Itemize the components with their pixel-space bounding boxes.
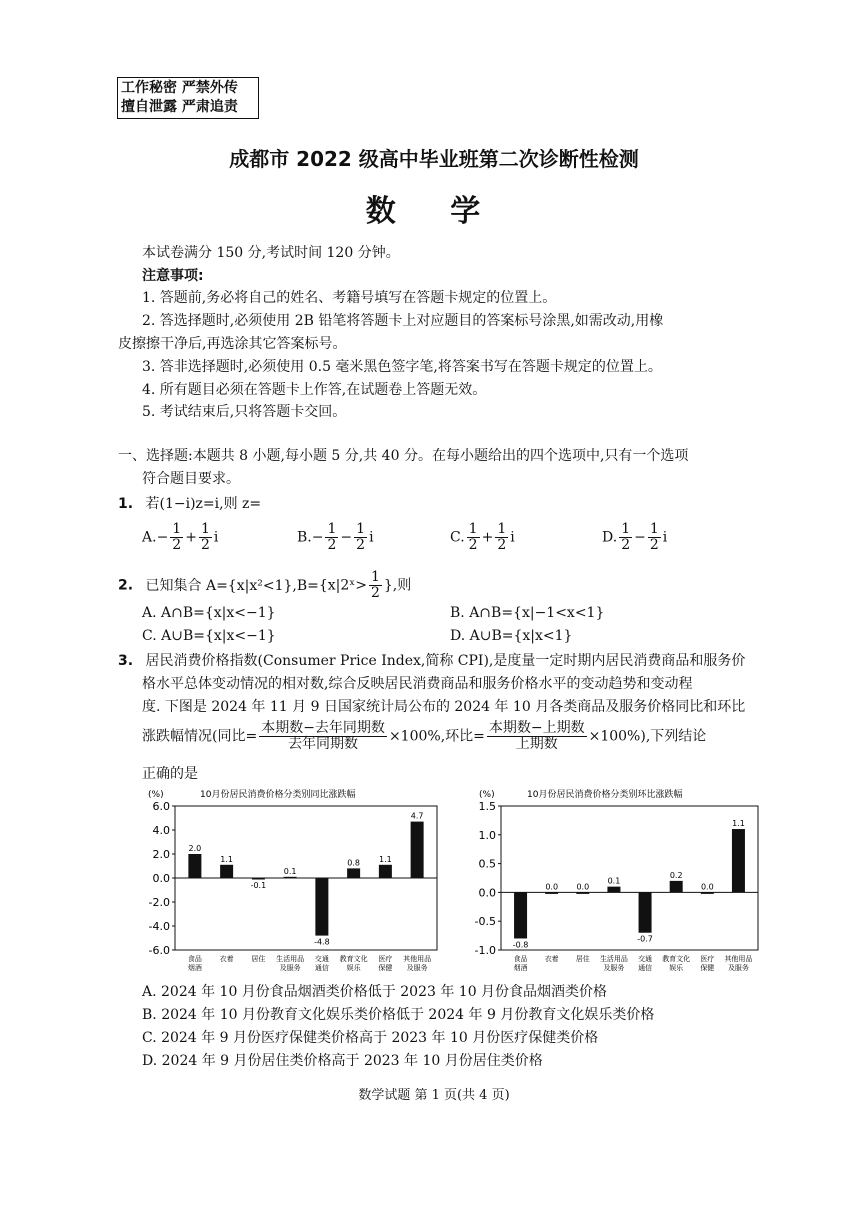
notice-item-4: 4. 所有题目必须在答题卡上作答,在试题卷上答题无效。 bbox=[142, 382, 487, 398]
bar bbox=[220, 865, 233, 878]
category-label: 及服务 bbox=[727, 964, 749, 972]
confidential-stamp bbox=[117, 77, 259, 119]
q1-option-b[interactable] bbox=[297, 522, 374, 553]
bar-value-label: -0.1 bbox=[250, 881, 267, 891]
category-label: 居住 bbox=[575, 955, 590, 963]
category-label: 衣着 bbox=[219, 955, 234, 963]
bar-value-label: 0.8 bbox=[347, 858, 360, 868]
category-label: 居住 bbox=[251, 955, 266, 963]
bar bbox=[670, 881, 683, 893]
y-tick-label: 1.0 bbox=[478, 828, 496, 842]
category-label: 生活用品 bbox=[276, 955, 305, 963]
bar bbox=[701, 892, 714, 894]
chart-title: 10月份居民消费价格分类别同比涨跌幅 bbox=[200, 790, 356, 800]
category-label: 保健 bbox=[378, 964, 393, 972]
text: ×100%,环比= bbox=[388, 728, 485, 745]
category-label: 及服务 bbox=[603, 964, 625, 972]
bar bbox=[411, 822, 424, 878]
stamp-line-2: 擅自泄露 严肃追责 bbox=[121, 99, 238, 115]
question-stem-end: },则 bbox=[383, 577, 412, 594]
bar-value-label: 0.0 bbox=[700, 882, 714, 892]
y-tick-label: 2.0 bbox=[152, 848, 170, 861]
page-footer: 数学试题 第 1 页(共 4 页) bbox=[358, 1088, 510, 1103]
yoy-bar-chart bbox=[140, 786, 445, 976]
notice-title: 注意事项: bbox=[142, 268, 204, 284]
sign: − bbox=[156, 529, 169, 546]
y-tick-label: -6.0 bbox=[148, 944, 170, 957]
imaginary-unit: i bbox=[662, 529, 668, 546]
y-tick-label: 1.5 bbox=[478, 800, 496, 813]
bar bbox=[545, 892, 558, 894]
question-3 bbox=[118, 651, 745, 671]
y-tick-label: -4.0 bbox=[148, 920, 170, 933]
fraction: $\frac{1}{2}$ bbox=[356, 521, 366, 553]
bar-value-label: -4.8 bbox=[314, 937, 330, 947]
fraction: $\frac{1}{2}$ bbox=[200, 521, 210, 553]
question-text-4 bbox=[142, 721, 706, 752]
bar bbox=[252, 878, 265, 880]
category-label: 娱乐 bbox=[669, 964, 684, 972]
q1-option-a[interactable] bbox=[142, 522, 218, 553]
category-label: 烟酒 bbox=[187, 964, 202, 972]
category-label: 通信 bbox=[638, 964, 653, 972]
option-label: A. bbox=[142, 529, 157, 546]
mom-bar-chart bbox=[465, 786, 765, 976]
bar bbox=[576, 892, 589, 894]
bar bbox=[379, 865, 392, 878]
plot-frame bbox=[501, 806, 758, 950]
y-tick-label: -0.5 bbox=[474, 915, 496, 929]
exam-title: 成都市 2022 级高中毕业班第二次诊断性检测 bbox=[229, 147, 639, 171]
category-label: 其他用品 bbox=[724, 955, 753, 963]
y-tick-label: 4.0 bbox=[152, 824, 170, 837]
fraction: $\frac{1}{2}$ bbox=[327, 521, 337, 553]
notice-item-1: 1. 答题前,务必将自己的姓名、考籍号填写在答题卡规定的位置上。 bbox=[142, 290, 557, 306]
subject-title: 数 学 bbox=[365, 194, 503, 229]
bar-value-label: 0.0 bbox=[545, 882, 559, 892]
option-label: D. bbox=[602, 529, 618, 546]
q2-option-a[interactable]: A. A∩B={x|x<−1} bbox=[142, 605, 276, 621]
y-tick-label: 6.0 bbox=[152, 800, 170, 813]
question-number: 1. bbox=[118, 496, 134, 512]
bar-value-label: -0.7 bbox=[637, 934, 653, 944]
section-heading-2: 符合题目要求。 bbox=[142, 471, 240, 487]
bar bbox=[315, 878, 328, 936]
notice-item-2a: 2. 答选择题时,必须使用 2B 铅笔将答题卡上对应题目的答案标号涂黑,如需改动,用橡 bbox=[142, 313, 664, 329]
question-number: 3. bbox=[118, 653, 134, 669]
category-label: 食品 bbox=[513, 955, 528, 963]
bar bbox=[514, 892, 527, 938]
option-label: B. bbox=[297, 529, 312, 546]
category-label: 衣着 bbox=[544, 955, 559, 963]
chart-unit: (%) bbox=[479, 790, 495, 800]
bar bbox=[188, 854, 201, 878]
category-label: 其他用品 bbox=[403, 955, 432, 963]
bar-value-label: 0.2 bbox=[669, 870, 683, 880]
bar bbox=[607, 887, 620, 893]
notice-item-2b: 皮擦擦干净后,再选涂其它答案标号。 bbox=[118, 336, 347, 352]
y-tick-label: -1.0 bbox=[474, 944, 496, 957]
bar-value-label: 0.0 bbox=[576, 882, 590, 892]
bar-value-label: 1.1 bbox=[379, 854, 392, 864]
category-label: 及服务 bbox=[406, 964, 428, 972]
q3-option-c[interactable]: C. 2024 年 9 月份医疗保健类价格高于 2023 年 10 月份医疗保健类价格 bbox=[142, 1030, 599, 1046]
y-tick-label: 0.5 bbox=[478, 857, 496, 871]
sign: − bbox=[340, 529, 353, 546]
y-tick-label: 0.0 bbox=[478, 886, 496, 900]
fraction-yoy: $\frac{\text{本期数−去年同期数}}{\text{去年同期数}}$ bbox=[261, 720, 385, 752]
sign: + bbox=[481, 529, 494, 546]
q2-option-b[interactable]: B. A∩B={x|−1<x<1} bbox=[450, 605, 605, 621]
bar-value-label: 0.1 bbox=[283, 866, 297, 876]
category-label: 交通 bbox=[314, 955, 329, 963]
fraction: $\frac{1}{2}$ bbox=[649, 521, 659, 553]
fraction: $\frac{1}{2}$ bbox=[172, 521, 182, 553]
sign: + bbox=[185, 529, 197, 546]
y-tick-label: 0.0 bbox=[152, 872, 170, 885]
fraction: $\frac{1}{2}$ bbox=[370, 569, 380, 601]
question-text-2: 格水平总体变动情况的相对数,综合反映居民消费商品和服务价格水平的变动趋势和变动程 bbox=[142, 676, 693, 692]
bar-value-label: 4.7 bbox=[410, 811, 424, 821]
bar bbox=[347, 868, 360, 878]
category-label: 通信 bbox=[314, 964, 329, 972]
fraction: $\frac{1}{2}$ bbox=[468, 521, 478, 553]
category-label: 烟酒 bbox=[513, 964, 528, 972]
text: 涨跌幅情况(同比= bbox=[142, 728, 258, 745]
text: ×100%),下列结论 bbox=[588, 728, 707, 745]
q1-option-d[interactable] bbox=[602, 522, 667, 553]
imaginary-unit: i bbox=[369, 529, 374, 546]
bar bbox=[639, 892, 652, 932]
question-text-3: 度. 下图是 2024 年 11 月 9 日国家统计局公布的 2024 年 10 月各类商品及服务价格同比和环比 bbox=[142, 699, 746, 715]
question-1 bbox=[118, 494, 261, 514]
question-stem: 已知集合 A={x|x²<1},B= bbox=[145, 577, 319, 594]
category-label: 娱乐 bbox=[346, 964, 361, 972]
bar-value-label: 1.1 bbox=[732, 819, 745, 829]
fraction: $\frac{1}{2}$ bbox=[497, 521, 507, 553]
notice-item-5: 5. 考试结束后,只将答题卡交回。 bbox=[142, 404, 347, 420]
option-label: C. bbox=[450, 529, 465, 546]
category-label: 保健 bbox=[700, 964, 715, 972]
bar bbox=[732, 829, 745, 892]
chart-title: 10月份居民消费价格分类别环比涨跌幅 bbox=[527, 790, 683, 800]
question-text-5: 正确的是 bbox=[142, 766, 198, 782]
chart-unit: (%) bbox=[148, 790, 164, 800]
category-label: 交通 bbox=[638, 955, 653, 963]
y-tick-label: -2.0 bbox=[148, 896, 170, 909]
bar bbox=[284, 877, 297, 879]
question-text-1: 居民消费价格指数(Consumer Price Index,简称 CPI),是度量一定时期内居民消费商品和服务价 bbox=[145, 653, 746, 669]
category-label: 教育文化 bbox=[662, 955, 691, 963]
sign: − bbox=[311, 529, 324, 546]
bar-value-label: 2.0 bbox=[188, 844, 202, 853]
category-label: 食品 bbox=[187, 955, 202, 963]
fraction-mom: $\frac{\text{本期数−上期数}}{\text{上期数}}$ bbox=[488, 720, 585, 752]
notice-item-3: 3. 答非选择题时,必须使用 0.5 毫米黑色签字笔,将答案书写在答题卡规定的位置上。 bbox=[142, 359, 662, 375]
section-heading: 一、选择题:本题共 8 小题,每小题 5 分,共 40 分。在每小题给出的四个选项中,只有一个选项 bbox=[118, 448, 689, 464]
sign: − bbox=[634, 529, 646, 546]
q3-option-d[interactable]: D. 2024 年 9 月份居住类价格高于 2023 年 10 月份居住类价格 bbox=[142, 1053, 543, 1069]
intro-line: 本试卷满分 150 分,考试时间 120 分钟。 bbox=[142, 245, 400, 261]
q2-option-c[interactable]: C. A∪B={x|x<−1} bbox=[142, 628, 276, 644]
category-label: 教育文化 bbox=[339, 955, 368, 963]
fraction: $\frac{1}{2}$ bbox=[621, 521, 631, 553]
category-label: 医疗 bbox=[700, 955, 715, 963]
q3-option-b[interactable]: B. 2024 年 10 月份教育文化娱乐类价格低于 2024 年 9 月份教育文化娱乐类价格 bbox=[142, 1007, 655, 1023]
question-stem: 若(1−i)z=i,则 z= bbox=[145, 496, 262, 512]
q2-option-d[interactable]: D. A∪B={x|x<1} bbox=[450, 628, 573, 644]
imaginary-unit: i bbox=[213, 529, 219, 546]
category-label: 生活用品 bbox=[599, 955, 628, 963]
category-label: 医疗 bbox=[378, 955, 393, 963]
q1-option-c[interactable] bbox=[450, 522, 515, 553]
question-2 bbox=[118, 570, 411, 601]
q3-option-a[interactable]: A. 2024 年 10 月份食品烟酒类价格低于 2023 年 10 月份食品烟酒类价格 bbox=[142, 984, 608, 1000]
category-label: 及服务 bbox=[279, 964, 301, 972]
bar-value-label: 1.1 bbox=[220, 854, 233, 864]
question-number: 2. bbox=[118, 577, 134, 594]
bar-value-label: 0.1 bbox=[607, 876, 621, 886]
bar-value-label: -0.8 bbox=[512, 940, 529, 950]
imaginary-unit: i bbox=[510, 529, 515, 546]
question-stem-set: {x|2ˣ> bbox=[318, 577, 367, 594]
stamp-line-1: 工作秘密 严禁外传 bbox=[121, 80, 238, 96]
